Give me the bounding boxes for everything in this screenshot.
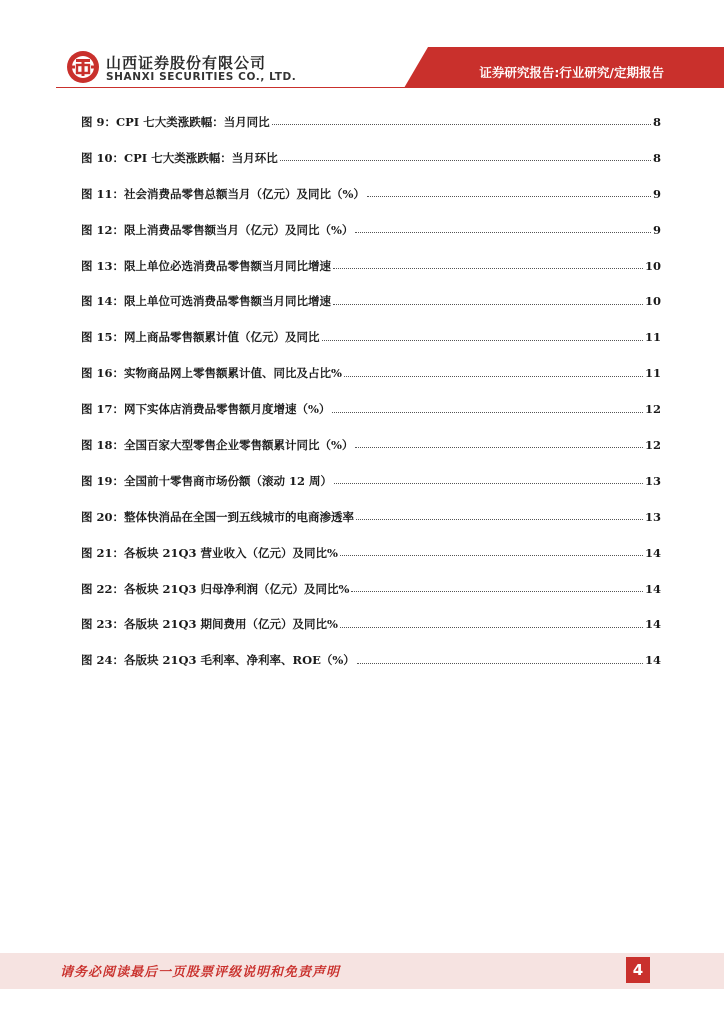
toc-leader-dots [334, 483, 643, 484]
toc-entry-label: 图 23：各版块 21Q3 期间费用（亿元）及同比% [81, 617, 338, 632]
toc-entry-page: 13 [644, 473, 661, 488]
toc-entry-label: 图 16：实物商品网上零售额累计值、同比及占比% [81, 366, 342, 381]
toc-entry-label: 图 15：网上商品零售额累计值（亿元）及同比 [81, 330, 320, 345]
toc-entry-page: 14 [644, 617, 661, 632]
company-name-cn: 山西证券股份有限公司 [106, 54, 267, 72]
toc-leader-dots [280, 160, 651, 161]
toc-entry[interactable] [81, 212, 661, 248]
toc-leader-dots [332, 412, 643, 413]
company-name-en: SHANXI SECURITIES CO., LTD. [106, 71, 297, 83]
toc-entry-label: 图 12：限上消费品零售额当月（亿元）及同比（%） [81, 222, 354, 237]
toc-entry[interactable] [81, 355, 661, 391]
toc-entry-page: 8 [652, 114, 661, 129]
toc-entry[interactable] [81, 391, 661, 427]
toc-leader-dots [340, 555, 643, 556]
toc-entry-label: 图 19：全国前十零售商市场份额（滚动 12 周） [81, 473, 333, 488]
toc-entry[interactable] [81, 140, 661, 176]
toc-entry-page: 10 [644, 258, 661, 273]
toc-leader-dots [344, 376, 643, 377]
toc-entry-label: 图 17：网下实体店消费品零售额月度增速（%） [81, 402, 331, 417]
toc-leader-dots [272, 124, 651, 125]
page-header [0, 0, 724, 96]
shanxi-securities-logo-icon [66, 50, 100, 84]
toc-leader-dots [355, 447, 643, 448]
figure-table-of-contents [81, 104, 661, 678]
toc-leader-dots [367, 196, 651, 197]
toc-entry-page: 11 [644, 366, 661, 381]
toc-entry-page: 8 [652, 150, 661, 165]
toc-leader-dots [333, 268, 643, 269]
toc-entry[interactable] [81, 571, 661, 607]
toc-entry[interactable] [81, 535, 661, 571]
toc-entry[interactable] [81, 463, 661, 499]
toc-entry-page: 10 [644, 294, 661, 309]
toc-entry-page: 11 [644, 330, 661, 345]
toc-entry-page: 12 [644, 437, 661, 452]
toc-leader-dots [340, 627, 643, 628]
report-type-label: 证券研究报告:行业研究/定期报告 [479, 65, 664, 80]
toc-entry-label: 图 24：各版块 21Q3 毛利率、净利率、ROE（%） [81, 653, 355, 668]
toc-entry-label: 图 14：限上单位可选消费品零售额当月同比增速 [81, 294, 332, 309]
header-divider [56, 87, 724, 88]
toc-leader-dots [351, 591, 643, 592]
toc-leader-dots [357, 663, 643, 664]
toc-entry-label: 图 13：限上单位必选消费品零售额当月同比增速 [81, 258, 332, 273]
toc-entry-label: 图 10：CPI 七大类涨跌幅：当月环比 [81, 150, 278, 165]
toc-entry-label: 图 9：CPI 七大类涨跌幅：当月同比 [81, 114, 270, 129]
toc-entry-page: 14 [644, 545, 661, 560]
toc-entry-label: 图 20：整体快消品在全国一到五线城市的电商渗透率 [81, 509, 355, 524]
page-number-badge: 4 [626, 957, 650, 983]
toc-entry-label: 图 22：各板块 21Q3 归母净利润（亿元）及同比% [81, 581, 350, 596]
toc-leader-dots [322, 340, 643, 341]
toc-entry[interactable] [81, 427, 661, 463]
toc-entry[interactable] [81, 319, 661, 355]
toc-entry[interactable] [81, 642, 661, 678]
toc-entry[interactable] [81, 248, 661, 284]
disclaimer-text: 请务必阅读最后一页股票评级说明和免责声明 [60, 965, 341, 980]
toc-entry[interactable] [81, 104, 661, 140]
toc-entry-label: 图 11：社会消费品零售总额当月（亿元）及同比（%） [81, 186, 365, 201]
toc-entry[interactable] [81, 606, 661, 642]
toc-entry-page: 9 [652, 222, 661, 237]
toc-entry[interactable] [81, 283, 661, 319]
toc-leader-dots [355, 232, 651, 233]
toc-entry-page: 13 [644, 509, 661, 524]
toc-entry-label: 图 21：各板块 21Q3 营业收入（亿元）及同比% [81, 545, 338, 560]
toc-entry-page: 14 [644, 581, 661, 596]
toc-leader-dots [356, 519, 643, 520]
toc-entry-label: 图 18：全国百家大型零售企业零售额累计同比（%） [81, 437, 354, 452]
toc-entry-page: 12 [644, 402, 661, 417]
toc-entry-page: 14 [644, 653, 661, 668]
toc-leader-dots [333, 304, 643, 305]
toc-entry[interactable] [81, 499, 661, 535]
toc-entry[interactable] [81, 176, 661, 212]
toc-entry-page: 9 [652, 186, 661, 201]
